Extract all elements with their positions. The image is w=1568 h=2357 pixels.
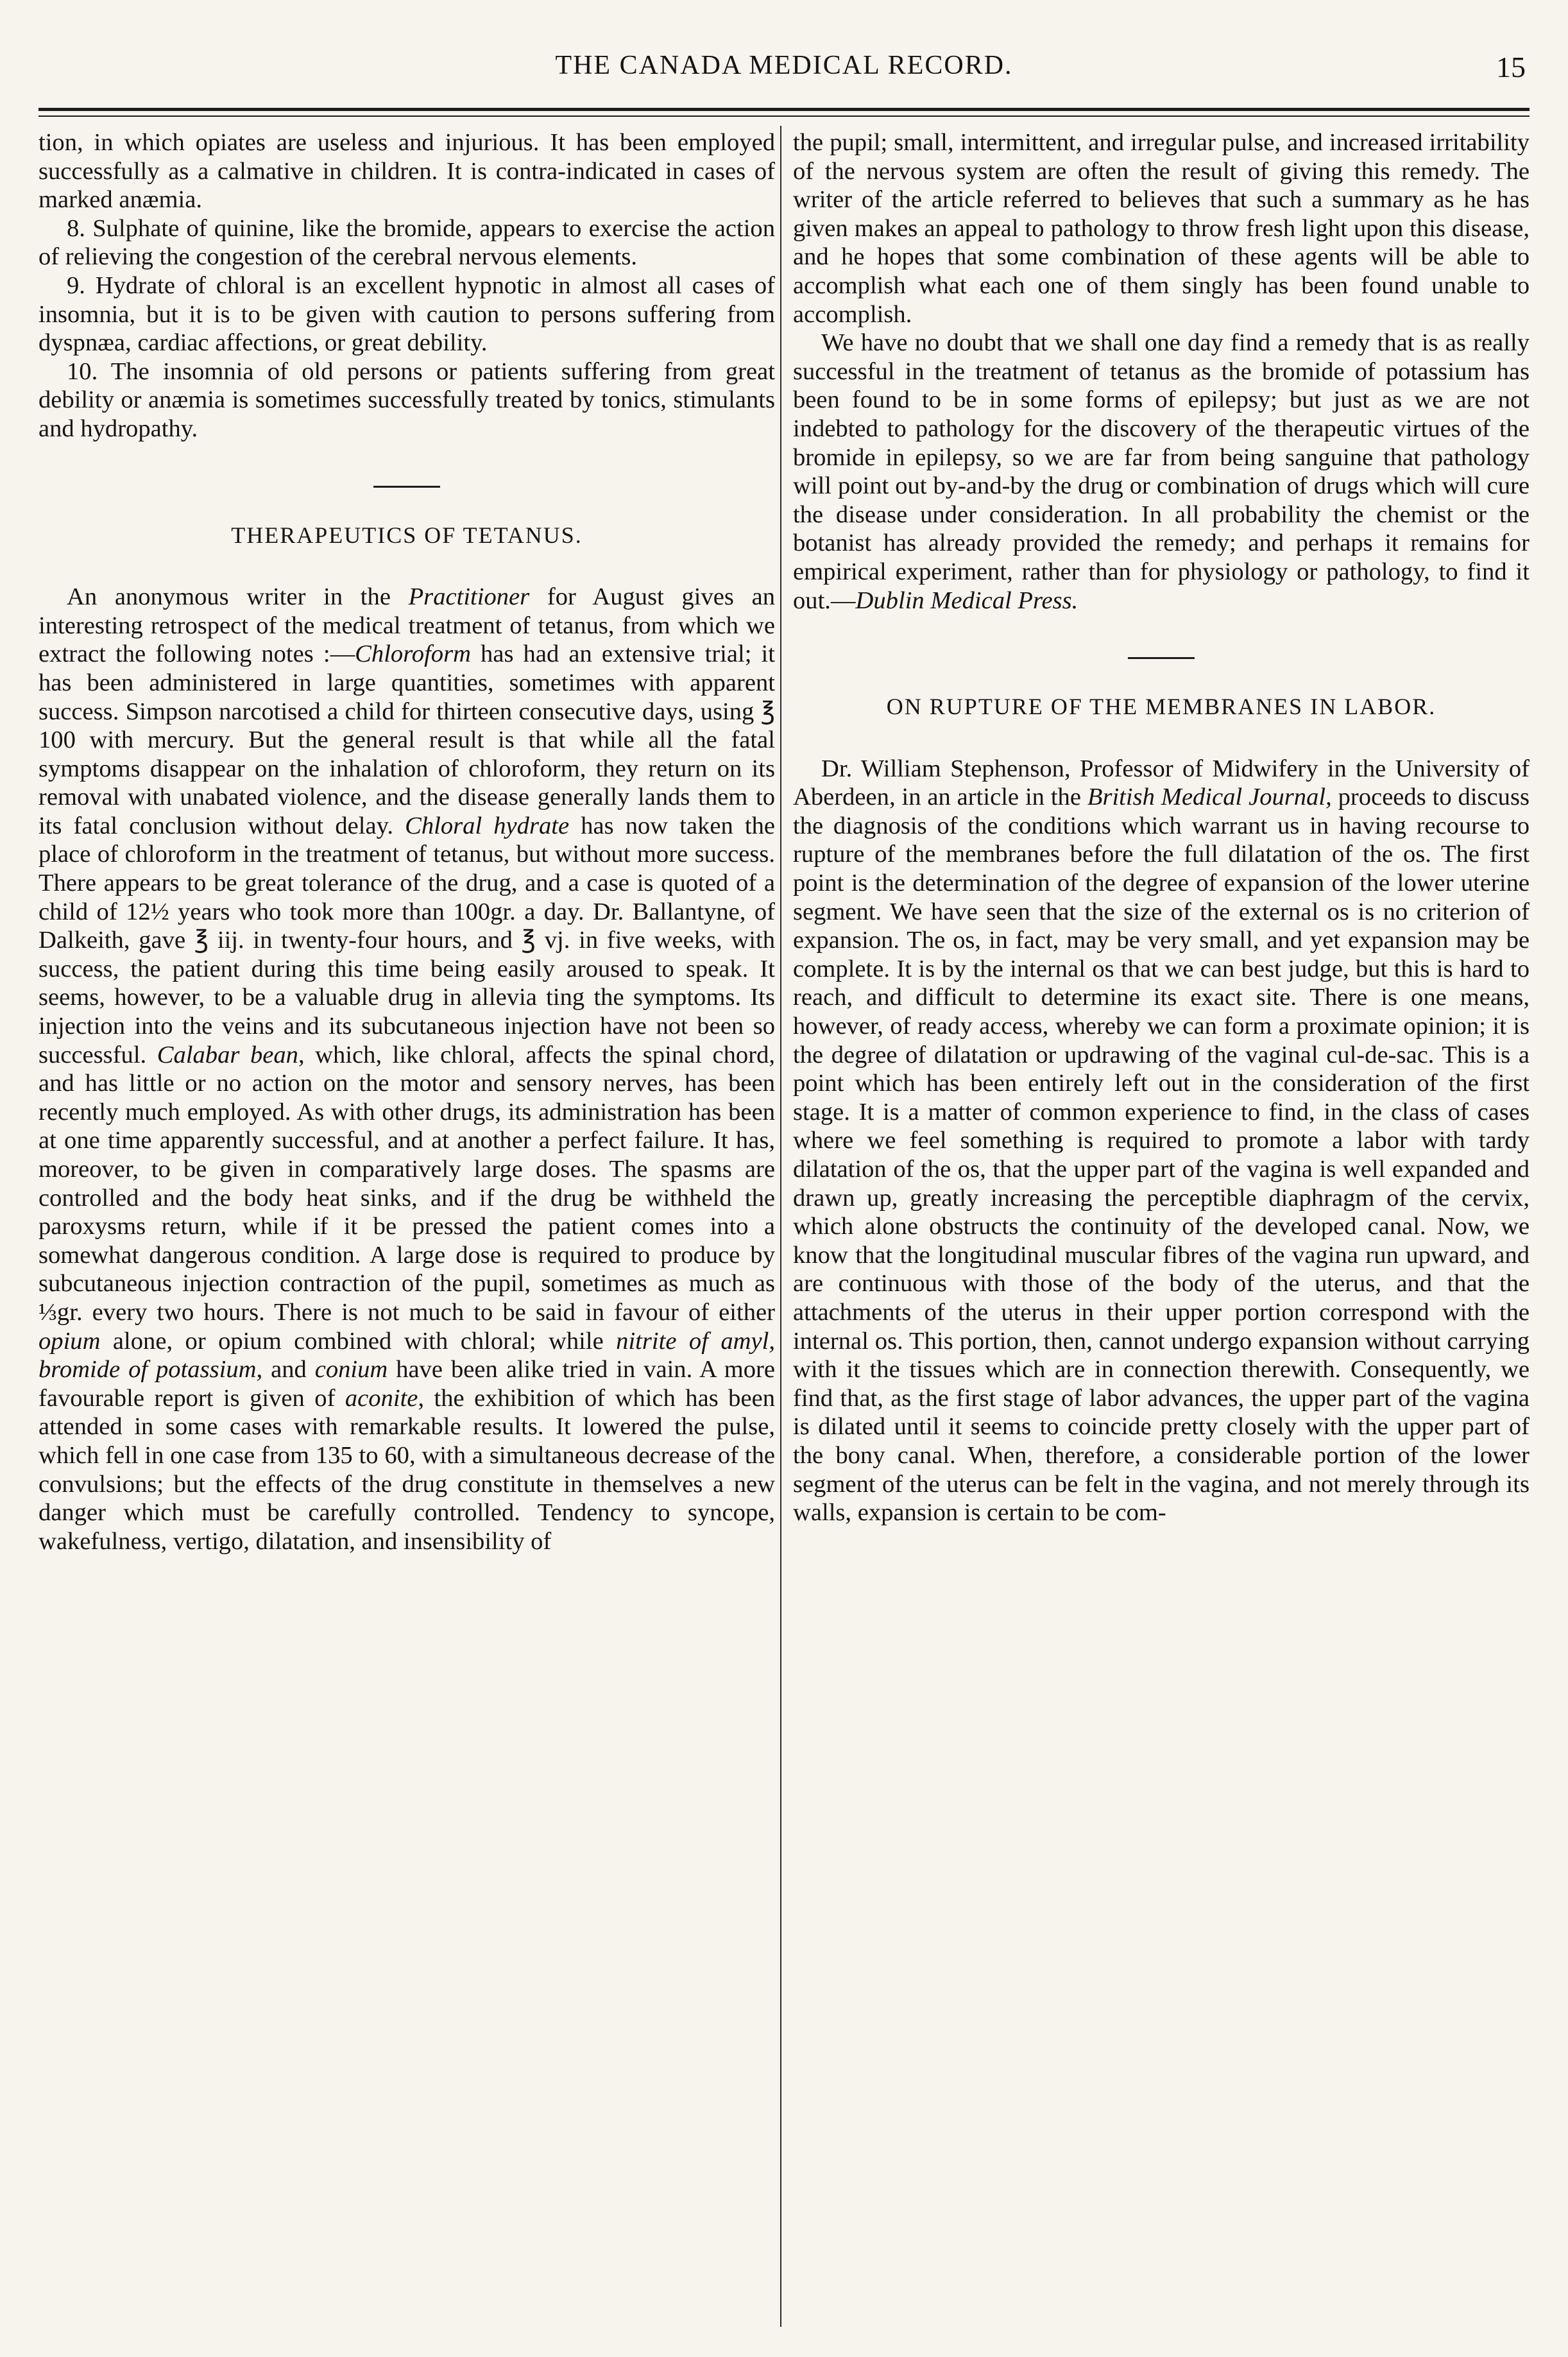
paragraph-item-9: 9. Hydrate of chloral is an excellent hypnotic in almost all cases of insomnia, but it is to be given with caution to persons suffering from dyspnæa, cardiac affections, or great debility. [38, 271, 775, 357]
header-rule-thick [38, 108, 1530, 111]
paragraph-item-8: 8. Sulphate of quinine, like the bromide, appears to exercise the action of relieving the congestion of the cerebral nervous elements. [38, 214, 775, 271]
left-column [38, 128, 775, 1556]
text-run: and [262, 1356, 315, 1384]
drug-name: opium [38, 1327, 101, 1355]
journal-name: Practitioner [408, 583, 530, 611]
drug-name: Calabar bean [157, 1041, 298, 1068]
column-divider [780, 126, 781, 2327]
text-run: , the exhibition of which has been attended in some cases with remarkable results. It lowered the pulse, which fell in one case from 135 to 60, with a simultaneous decrease of the convulsions; but the effects of the drug constitute in themselves a new danger which must be carefully controlled. Tendency to syncope, wakefulness, vertigo, dilatation, and insensibility of [38, 1384, 775, 1555]
text-run: has now taken the place of chloroform in the treatment of tetanus, but without more success. There appears to be great tolerance of the drug, and a case is quoted of a child of 12½ years who took more than 100gr. a day. Dr. Ballantyne, of Dalkeith, gave ℥ iij. in twenty-four hours, and ℥ vj. in five weeks, with success, the patient during this time being easily aroused to speak. It seems, however, to be a valuable drug in allevia ting the symptoms. Its injection into the veins and its subcutaneous injection have not been so successful. [38, 812, 775, 1068]
section-title-tetanus: THERAPEUTICS OF TETANUS. [231, 522, 583, 548]
text-run: Dr. William Stephenson, Professor of Midwifery in the University of Aberdeen, in an article in the [793, 755, 1530, 811]
section-divider [1128, 657, 1195, 659]
article-membranes-body [793, 755, 1530, 1527]
section-divider [373, 486, 440, 488]
text-run: proceeds to discuss the diagnosis of the conditions which warrant us in having recourse to rupture of the membranes before the full dilatation of the os. The first point is the determination of the degree of expansion of the lower uterine segment. We have seen that the size of the external os is no criterion of expansion. The os, in fact, may be very small, and yet expansion may be complete. It is by the internal os that we can best judge, but this is hard to reach, and difficult to determine its exact site. There is one means, however, of ready access, whereby we can form a proximate opinion; it is the degree of dilatation or updrawing of the vaginal cul-de-sac. This is a point which has been entirely left out in the consideration of the first stage. It is a matter of common experience to find, in the class of cases where we feel something is required to promote a labor with tardy dilatation of the os, that the upper part of the vagina is well expanded and drawn up, greatly increasing the perceptible diaphragm of the cervix, which alone obstructs the continuity of the developed canal. Now, we know that the longitudinal muscular fibres of the vagina run upward, and are continuous with those of the body of the uterus, and that the attachments of the uterus in their upper portion correspond with the internal os. This portion, then, cannot undergo expansion without carrying with it the tissues which are in connection therewith. Consequently, we find that, as the first stage of labor advances, the upper part of the vagina is dilated until it seems to coincide pretty closely with the upper part of the bony canal. When, therefore, a considerable portion of the lower segment of the uterus can be felt in the vagina, and not merely through its walls, expansion is certain to be com- [793, 784, 1530, 1527]
text-run: has had an extensive trial; it has been administered in large quantities, sometimes with apparent success. Simpson narcotised a child for thirteen consecutive days, using ℥ 100 with mercury. But the general result is that while all the fatal symptoms disappear on the inhalation of chloroform, they return on its removal with unabated violence, and the disease generally lands them to its fatal conclusion without delay. [38, 640, 775, 839]
header-rule-thin [38, 116, 1530, 117]
page-header [38, 50, 1530, 101]
section-title-membranes: ON RUPTURE OF THE MEMBRANES IN LABOR. [886, 694, 1436, 720]
drug-name: nitrite of amyl, bromide of potassium, [38, 1327, 775, 1384]
drug-name: Chloroform [355, 640, 471, 668]
page-number: 15 [1496, 51, 1526, 83]
article-tetanus-body [38, 583, 775, 1556]
text-run: alone, or opium combined with chloral; while [100, 1327, 617, 1355]
text-run: have been alike tried in vain. A more favourable report is given of [38, 1356, 775, 1412]
running-title: THE CANADA MEDICAL RECORD. [555, 51, 1013, 80]
journal-name: British Medical Journal, [1087, 784, 1332, 811]
text-run: We have no doubt that we shall one day find a remedy that is as really successful in the treatment of tetanus as the bromide of potassium has been found to be in some forms of epilepsy; but just as we are not indebted to pathology for the discovery of the therapeutic virtues of the bromide in epilepsy, so we are far from being sanguine that pathology will point out by-and-by the drug or combination of drugs which will cure the disease under consideration. In all probability the chemist or the botanist has already provided the remedy; and perhaps it remains for empirical experiment, rather than for physiology or pathology, to find it out.— [793, 329, 1530, 614]
text-run: for August gives an interesting retrospect of the medical treatment of tetanus, from which we extract the following notes :— [38, 583, 776, 668]
text-run: An anonymous writer in the [67, 583, 409, 611]
drug-name: aconite [345, 1384, 418, 1412]
paragraph-continuation: the pupil; small, intermittent, and irregular pulse, and increased irritability of the nervous system are often the result of giving this remedy. The writer of the article referred to believes that such a summary as he has given makes an appeal to pathology to throw fresh light upon this disease, and he hopes that some combination of these agents will be able to accomplish what each one of them singly has been found unable to accomplish. [793, 129, 1530, 328]
paragraph-remedy [793, 329, 1530, 615]
paragraph-continuation: tion, in which opiates are useless and injurious. It has been employed successfully as a calmative in children. It is contra-indicated in cases of marked anæmia. [38, 129, 775, 214]
paragraph-item-10: 10. The insomnia of old persons or patients suffering from great debility or anæmia is sometimes successfully treated by tonics, stimulants and hydropathy. [38, 357, 775, 442]
drug-name: conium [314, 1356, 388, 1384]
text-run: , which, like chloral, affects the spinal chord, and has little or no action on the motor and sensory nerves, has been recently much employed. As with other drugs, its administration has been at one time apparently successful, and at another a perfect failure. It has, moreover, to be given in comparatively large doses. The spasms are controlled and the body heat sinks, and if the drug be withheld the paroxysms return, while if it be pressed the patient comes into a somewhat dangerous condition. A large dose is required to produce by subcutaneous injection contraction of the pupil, sometimes as much as ⅓gr. every two hours. There is not much to be said in favour of either [38, 1041, 775, 1326]
drug-name: Chloral hydrate [405, 812, 570, 839]
right-column [793, 128, 1530, 1527]
source-citation: Dublin Medical Press. [855, 587, 1078, 614]
